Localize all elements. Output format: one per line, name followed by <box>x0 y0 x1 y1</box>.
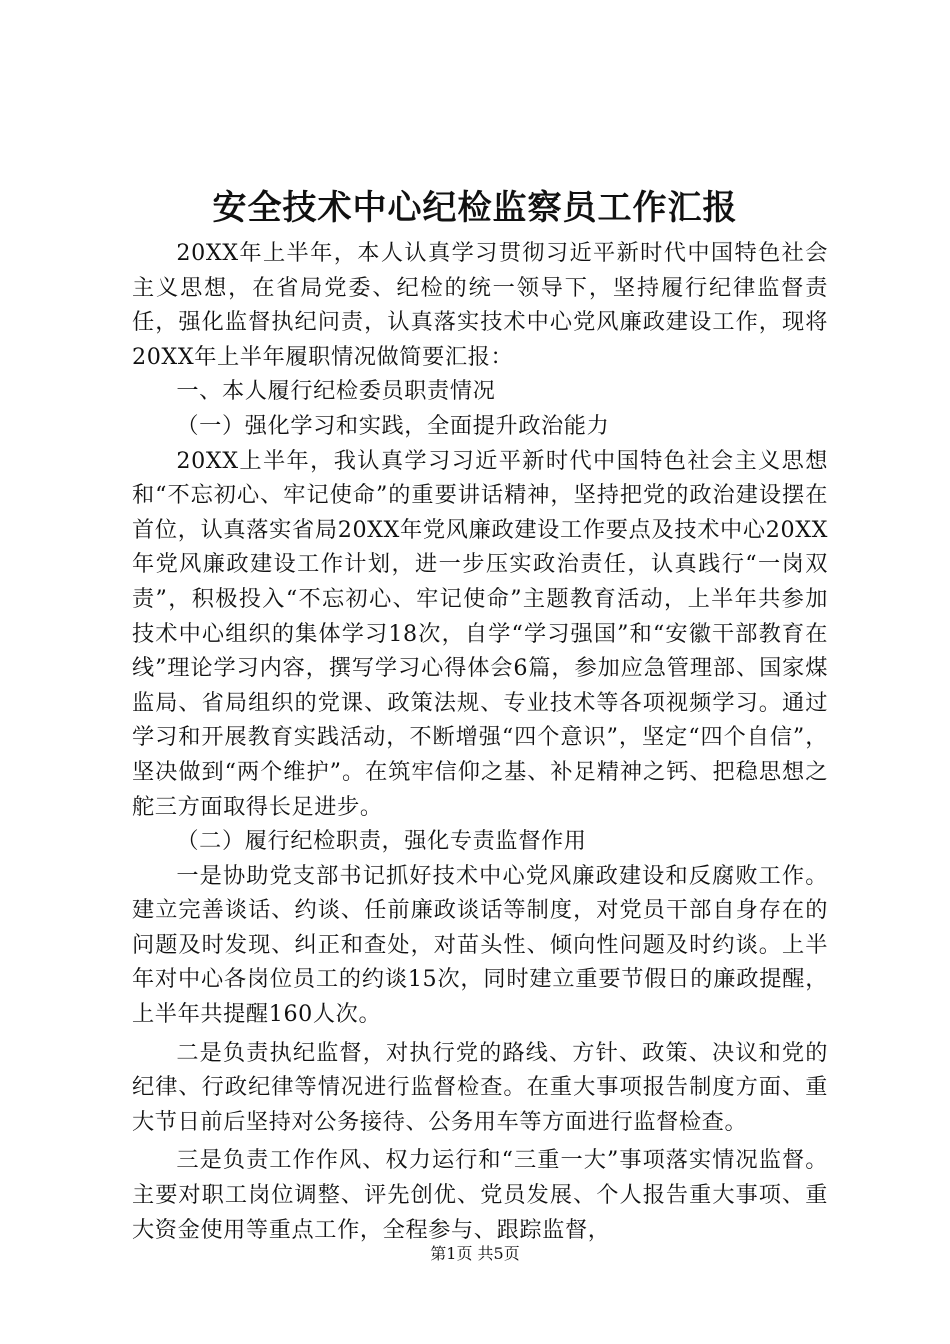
document-body <box>132 236 828 1247</box>
paragraph-study: 20XX上半年，我认真学习习近平新时代中国特色社会主义思想和“不忘初心、牢记使命”的重要讲话精神，坚持把党的政治建设摆在首位，认真落实省局20XX年党风廉政建设工作要点及技术中心20XX年党风廉政建设工作计划，进一步压实政治责任，认真践行“一岗双责”，积极投入“不忘初心、牢记使命”主题教育活动，上半年共参加技术中心组织的集体学习18次，自学“学习强国”和“安徽干部教育在线”理论学习内容，撰写学习心得体会6篇，参加应急管理部、国家煤监局、省局组织的党课、政策法规、专业技术等各项视频学习。通过学习和开展教育实践活动，不断增强“四个意识”，坚定“四个自信”，坚决做到“两个维护”。在筑牢信仰之基、补足精神之钙、把稳思想之舵三方面取得长足进步。 <box>132 447 828 820</box>
paragraph-point-1: 一是协助党支部书记抓好技术中心党风廉政建设和反腐败工作。建立完善谈话、约谈、任前廉政谈话等制度，对党员干部自身存在的问题及时发现、纠正和查处，对苗头性、倾向性问题及时约谈。上半年对中心各岗位员工的约谈15次，同时建立重要节假日的廉政提醒，上半年共提醒160人次。 <box>132 862 828 1028</box>
subsection-heading-1: （一）强化学习和实践，全面提升政治能力 <box>176 412 610 439</box>
subsection-heading-2: （二）履行纪检职责，强化专责监督作用 <box>176 828 587 855</box>
paragraph-point-2: 二是负责执纪监督，对执行党的路线、方针、政策、决议和党的纪律、行政纪律等情况进行监督检查。在重大事项报告制度方面、重大节日前后坚持对公务接待、公务用车等方面进行监督检查。 <box>132 1039 828 1135</box>
page-number: 第1页 共5页 <box>430 1244 520 1263</box>
section-heading-1: 一、本人履行纪检委员职责情况 <box>176 378 496 405</box>
page-title: 安全技术中心纪检监察员工作汇报 <box>212 188 738 228</box>
paragraph-point-3: 三是负责工作作风、权力运行和“三重一大”事项落实情况监督。主要对职工岗位调整、评先创优、党员发展、个人报告重大事项、重大资金使用等重点工作，全程参与、跟踪监督， <box>132 1147 828 1243</box>
paragraph-intro: 20XX年上半年，本人认真学习贯彻习近平新时代中国特色社会主义思想，在省局党委、纪检的统一领导下，坚持履行纪律监督责任，强化监督执纪问责，认真落实技术中心党风廉政建设工作，现将20XX年上半年履职情况做简要汇报： <box>132 240 828 370</box>
